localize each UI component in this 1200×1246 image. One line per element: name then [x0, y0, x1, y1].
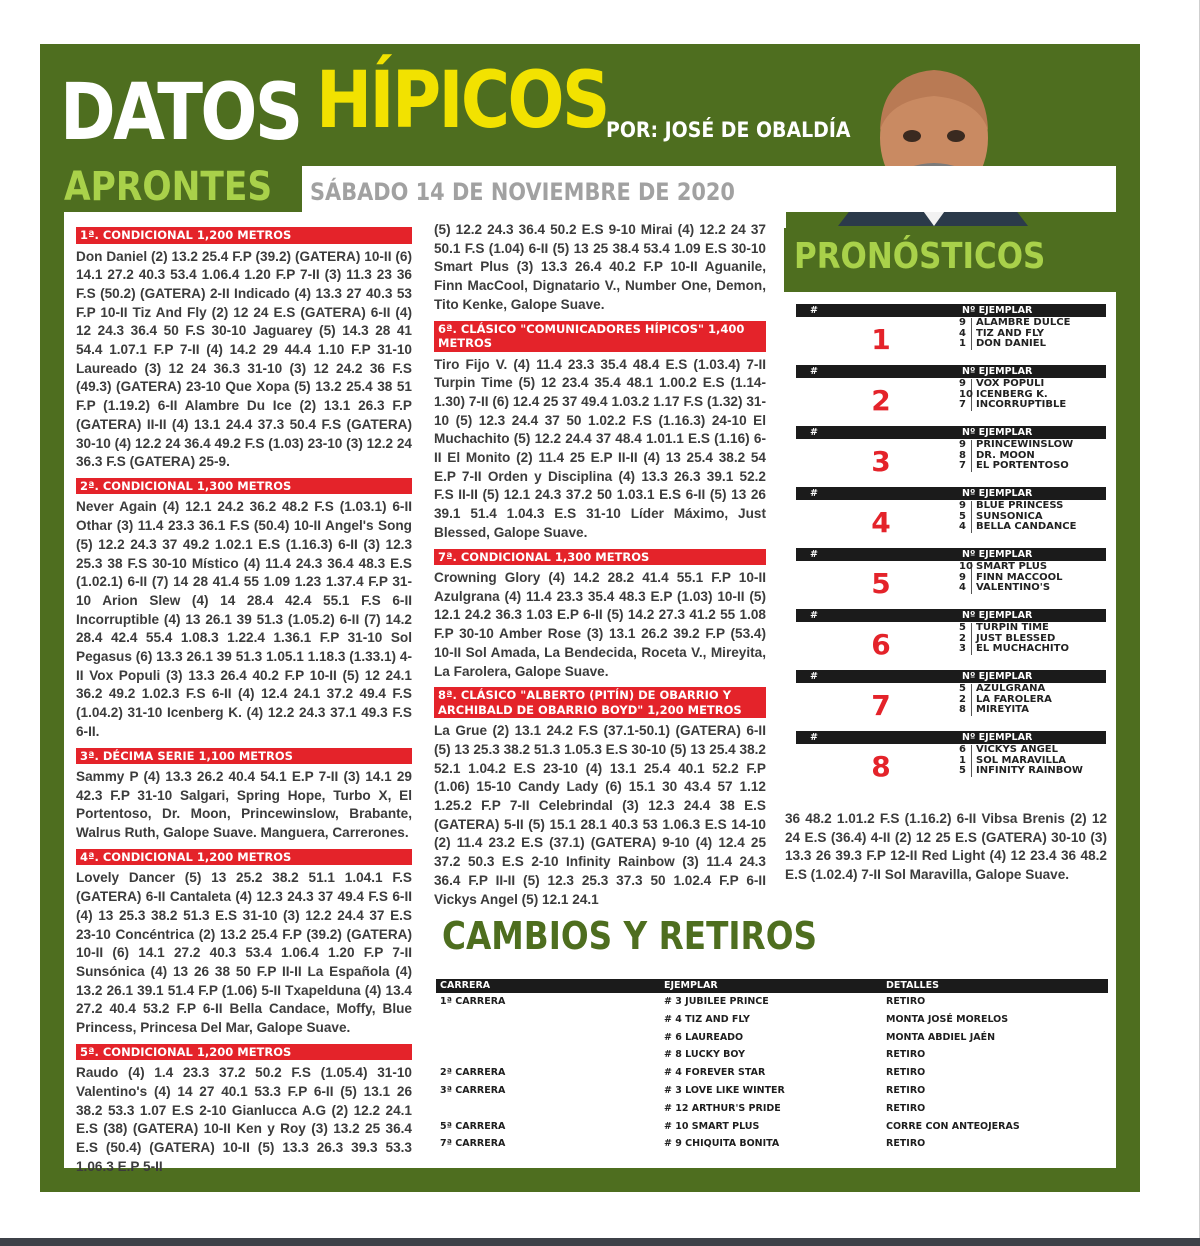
- hash-label: #: [810, 671, 818, 682]
- ejemplar-cell: # 6 LAUREADO: [664, 1031, 744, 1043]
- pronostico-race-7: [796, 670, 1106, 728]
- cambios-rows: [436, 993, 1108, 1153]
- pronosticos-title: PRONÓSTICOS: [794, 236, 1046, 277]
- picks: [959, 379, 1066, 411]
- race-2-heading: 2ª. CONDICIONAL 1,300 METROS: [76, 478, 412, 495]
- pronostico-race-8: [796, 731, 1106, 789]
- pick-number: 3: [959, 644, 972, 655]
- race-8-heading: 8ª. CLÁSICO "ALBERTO (PITÍN) DE OBARRIO Y ARCHIBALD DE OBARRIO BOYD" 1,200 METROS: [434, 687, 766, 718]
- pick-number: 5: [959, 623, 972, 634]
- cambios-title: CAMBIOS Y RETIROS: [442, 914, 818, 958]
- pick-number: 5: [959, 766, 972, 777]
- section-aprontes: APRONTES: [64, 164, 273, 210]
- pick-number: 1: [959, 756, 972, 767]
- ejemplar-label: Nº EJEMPLAR: [962, 549, 1033, 560]
- race-5-heading: 5ª. CONDICIONAL 1,200 METROS: [76, 1044, 412, 1061]
- detalles-cell: RETIRO: [886, 1067, 926, 1079]
- carrera-cell: 5ª CARRERA: [440, 1120, 506, 1132]
- pick-number: 7: [959, 400, 972, 411]
- ejemplar-cell: # 4 FOREVER STAR: [664, 1067, 766, 1079]
- pick-row: [959, 522, 1076, 533]
- pronostico-header-bar: [796, 670, 1106, 683]
- pick-number: 8: [959, 451, 972, 462]
- pronostico-header-bar: [796, 731, 1106, 744]
- byline: POR: JOSÉ DE OBALDÍA: [606, 118, 851, 142]
- pick-number: 7: [959, 461, 972, 472]
- race-6-heading: 6ª. CLÁSICO "COMUNICADORES HÍPICOS" 1,400 METROS: [434, 321, 766, 352]
- ejemplar-cell: # 8 LUCKY BOY: [664, 1049, 745, 1061]
- pronostico-race-3: [796, 426, 1106, 484]
- detalles-cell: CORRE CON ANTEOJERAS: [886, 1120, 1020, 1132]
- pick-name: BELLA CANDANCE: [976, 521, 1077, 532]
- races-column-1: [76, 227, 412, 1176]
- pick-number: 2: [959, 695, 972, 706]
- detalles-cell: RETIRO: [886, 1138, 926, 1150]
- races-column-3: [785, 810, 1107, 885]
- pick-number: 9: [959, 318, 972, 329]
- title-datos: DATOS: [60, 68, 301, 158]
- hash-label: #: [810, 427, 818, 438]
- hash-label: #: [810, 305, 818, 316]
- race-8-text: La Grue (2) 13.1 24.2 F.S (37.1-50.1) (GATERA) 6-II (5) 13 25.3 38.2 51.3 1.05.3 E.S 30-10 (5) 13 25.4 38.2 52.1 1.04.2 E.S 23-10 (4) 13.1 25.4 40.1 52.2 F.P (1.06) 15-10 Candy Lady (6) 15.1 30 43.4 57 1.12 1.25.2 F.P 7-II Celebrindal (3) 12.3 24.4 38 E.S (GATERA) 5-II (5) 15.1 28.1 40.3 53 1.06.3 E.S 14-10 (2) 11.4 23.2 E.S (37.1) (GATERA) 9-10 (4) 12.4 25 37.2 50.3 E.S 2-10 Infinity Rainbow (3) 11.4 24.3 36.4 F.P II-II (5) 12.3 25.3 37.3 50 1.02.4 F.P 6-II Vickys Angel (5) 12.1 24.1: [434, 723, 766, 907]
- ejemplar-label: Nº EJEMPLAR: [962, 366, 1033, 377]
- pick-number: 4: [959, 522, 972, 533]
- carrera-cell: 3ª CARRERA: [440, 1084, 506, 1096]
- pick-name: AZULGRANA: [976, 683, 1046, 694]
- pick-number: 5: [959, 684, 972, 695]
- detalles-cell: MONTA ABDIEL JAÉN: [886, 1031, 996, 1043]
- pick-name: FINN MACCOOL: [976, 571, 1063, 583]
- ejemplar-label: Nº EJEMPLAR: [962, 610, 1033, 621]
- ejemplar-cell: # 12 ARTHUR'S PRIDE: [664, 1102, 781, 1114]
- picks: [959, 501, 1076, 533]
- race-number: 7: [871, 689, 891, 722]
- hash-label: #: [810, 488, 818, 499]
- picks: [959, 684, 1052, 716]
- race-number: 5: [871, 567, 891, 600]
- race-7-text: Crowning Glory (4) 14.2 28.2 41.4 55.1 F.P 10-II Azulgrana (4) 11.4 23.3 35.4 48.3 E.P (1.03) 10-II (5) 12.1 24.2 36.3 1.03 E.P 6-II (5) 14.2 27.3 41.2 55 1.08 F.P 30-10 Amber Rose (3) 13.1 26.2 39.2 F.P (53.4) 10-II Sol Amada, La Bendecida, Roceta V., Mireyita, La Farolera, Galope Suave.: [434, 570, 766, 679]
- header-detalles: DETALLES: [886, 980, 939, 991]
- pick-name: SMART PLUS: [976, 561, 1048, 572]
- pick-number: 1: [959, 339, 972, 350]
- pick-name: LA FAROLERA: [976, 693, 1052, 705]
- table-row: [436, 1064, 1108, 1082]
- date-text: SÁBADO 14 DE NOVIEMBRE DE 2020: [310, 178, 735, 206]
- ejemplar-cell: # 3 LOVE LIKE WINTER: [664, 1084, 785, 1096]
- pick-name: JUST BLESSED: [976, 632, 1056, 644]
- race-2-text: Never Again (4) 12.1 24.2 36.2 48.2 F.S (1.03.1) 6-II Othar (3) 11.4 23.3 36.1 F.S (50.4) 10-II Angel's Song (5) 12.2 24.3 37 49.2 1.02.1 E.S (1.16.3) 6-II (3) 12.3 25.3 38 F.S 30-10 Místico (4) 11.4 24.3 36.4 48.3 E.S (1.02.1) 6-II (7) 14 28 41.4 55 1.09 1.23 1.37.4 F.P 31-10 Arion Slew (4) 14 28.4 42.4 55.1 F.S 6-II Incorruptible (4) 13 26.1 39 51.3 (1.05.2) 6-II (7) 14.2 28.4 42.4 55.4 1.08.3 1.22.4 1.36.1 F.P 31-10 Sol Pegasus (6) 13.3 26.1 39 51.3 1.05.1 1.18.3 (1.33.1) 4-II Vox Populi (3) 13.3 26.4 40.2 F.P 10-II (5) 12 24.1 36.2 49.2 1.02.3 F.S 6-II (4) 12.4 24.1 37.2 49.4 F.S (1.04.2) 31-10 Icenberg K. (4) 12.2 24.3 37.1 49.3 F.S 6-II.: [76, 499, 412, 739]
- race-number: 4: [871, 506, 891, 539]
- race-4-text: Lovely Dancer (5) 13 25.2 38.2 51.1 1.04.1 F.S (GATERA) 6-II Cantaleta (4) 12.3 24.3 37 49.4 F.S 6-II (4) 13 25.3 38.2 51.3 E.S 31-10 (3) 12.2 24.4 37 E.S 23-10 Concéntrica (2) 13.2 25.4 F.P (39.2) (GATERA) 10-II (6) 14.1 27.2 40.3 53.4 1.06.4 1.20 F.P 7-II Sunsónica (4) 13 26 38 50 F.P II-II La Española (4) 13.2 26.1 39.1 51.4 F.P (1.06) 5-II Txapelduna (4) 13.4 27.2 40.4 53.2 F.P 6-II Bella Candace, Moffy, Blue Princess, Princesa Del Mar, Galope Suave.: [76, 870, 412, 1036]
- race-7-heading: 7ª. CONDICIONAL 1,300 METROS: [434, 549, 766, 566]
- detalles-cell: RETIRO: [886, 1084, 926, 1096]
- pick-name: INFINITY RAINBOW: [976, 765, 1083, 776]
- pronostico-header-bar: [796, 304, 1106, 317]
- race-6-text: Tiro Fijo V. (4) 11.4 23.3 35.4 48.4 E.S (1.03.4) 7-II Turpin Time (5) 12 23.4 35.4 48.1 1.00.2 E.S (1.14-1.30) 7-II (6) 12.4 25 37 49.4 1.03.2 1.17 F.S (1.32) 31-10 (5) 12.3 24.4 37 50 1.02.2 F.S (1.16.3) 24-10 El Muchachito (5) 12.2 24.4 37 48.4 1.01.1 E.S (1.16) 6-II El Monito (2) 11.4 25 E.P II-II (4) 13 25.4 38.2 54 E.P 7-II Orden y Disciplina (4) 13.3 26.3 39.1 52.2 F.S II-II (5) 12.1 24.3 37.2 50 1.03.1 E.S 6-II (5) 13 26 39.1 51.4 1.04.3 E.S 31-10 Líder Máximo, Just Blessed, Galope Suave.: [434, 356, 766, 540]
- pick-name: ICENBERG K.: [976, 388, 1048, 400]
- pick-name: SOL MARAVILLA: [976, 754, 1066, 766]
- pick-number: 5: [959, 512, 972, 523]
- pronostico-race-6: [796, 609, 1106, 667]
- bottom-bar: [0, 1238, 1200, 1246]
- cambios-header-row: [436, 979, 1108, 993]
- carrera-cell: 1ª CARRERA: [440, 996, 506, 1007]
- table-row: [436, 1135, 1108, 1153]
- pick-name: ALAMBRE DULCE: [976, 317, 1071, 328]
- hash-label: #: [810, 549, 818, 560]
- picks: [959, 440, 1073, 472]
- pick-number: 4: [959, 329, 972, 340]
- pick-row: [959, 644, 1069, 655]
- detalles-cell: RETIRO: [886, 996, 926, 1007]
- pick-number: 9: [959, 573, 972, 584]
- pick-row: [959, 400, 1066, 411]
- pick-number: 8: [959, 705, 972, 716]
- pick-row: [959, 766, 1083, 777]
- pronostico-race-5: [796, 548, 1106, 606]
- pick-name: DON DANIEL: [976, 338, 1046, 349]
- detalles-cell: RETIRO: [886, 1049, 926, 1061]
- hash-label: #: [810, 610, 818, 621]
- ejemplar-label: Nº EJEMPLAR: [962, 305, 1033, 316]
- pick-name: EL PORTENTOSO: [976, 460, 1069, 471]
- pick-name: VOX POPULI: [976, 378, 1045, 389]
- race-number: 3: [871, 445, 891, 478]
- pick-name: DR. MOON: [976, 449, 1035, 461]
- race-3-text: Sammy P (4) 13.3 26.2 40.4 54.1 E.P 7-II (3) 14.1 29 42.3 F.P 31-10 Salgari, Spring Hope, Turbo X, El Portentoso, Dr. Moon, Princewinslow, Brabante, Walrus Ruth, Galope Suave. Manguera, Carrerones.: [76, 769, 412, 841]
- pronostico-header-bar: [796, 487, 1106, 500]
- pick-number: 6: [959, 745, 972, 756]
- race-number: 2: [871, 384, 891, 417]
- pick-name: SUNSONICA: [976, 510, 1043, 522]
- races-column-2: [434, 221, 766, 909]
- carrera-cell: 2ª CARRERA: [440, 1067, 506, 1079]
- cambios-table: [436, 979, 1108, 1153]
- table-row: [436, 993, 1108, 1011]
- pronostico-header-bar: [796, 365, 1106, 378]
- ejemplar-label: Nº EJEMPLAR: [962, 427, 1033, 438]
- table-row: [436, 1118, 1108, 1136]
- pick-number: 2: [959, 634, 972, 645]
- pick-name: TURPIN TIME: [976, 622, 1049, 633]
- pick-number: 10: [959, 388, 973, 400]
- ejemplar-cell: # 10 SMART PLUS: [664, 1120, 760, 1132]
- pick-name: VALENTINO'S: [976, 582, 1051, 593]
- table-row: [436, 1100, 1108, 1118]
- picks: [959, 318, 1070, 350]
- pick-name: BLUE PRINCESS: [976, 500, 1064, 511]
- carrera-cell: 7ª CARRERA: [440, 1138, 506, 1150]
- pick-name: EL MUCHACHITO: [976, 643, 1069, 654]
- ejemplar-cell: # 9 CHIQUITA BONITA: [664, 1138, 780, 1150]
- pick-name: PRINCEWINSLOW: [976, 439, 1074, 450]
- race-1-text: Don Daniel (2) 13.2 25.4 F.P (39.2) (GATERA) 10-II (6) 14.1 27.2 40.3 53.4 1.06.4 1.20 F.P 7-II (3) 11.3 23 36 F.S (50.2) (GATERA) 2-II Indicado (4) 13.3 27 40.3 53 F.P 10-II Tiz And Fly (2) 12 24 E.S (GATERA) 6-II (4) 12 24.3 36.4 50 F.S 30-10 Jaguarey (5) 14.3 28 41 54.4 1.07.1 F.P 7-II (4) 14.2 29 44.4 1.10 F.P 31-10 Laureado (3) 12 24 36.3 31-10 (3) 12 24.2 36 F.S (49.3) (GATERA) 23-10 Que Xopa (5) 13.2 25.4 38 51 F.P (1.19.2) 6-II Alambre Du Ice (2) 13.1 26.3 F.P (GATERA) II-II (4) 13.1 24.4 37.3 50.4 F.S (GATERA) 30-10 (4) 12.2 24 36.4 49.2 F.S (1.03) 23-10 (3) 12.2 24 36.3 F.S (GATERA) 25-9.: [76, 248, 412, 470]
- pick-row: [959, 583, 1063, 594]
- race-number: 6: [871, 628, 891, 661]
- race-8-continued-text: 36 48.2 1.01.2 F.S (1.16.2) 6-II Vibsa Brenis (2) 12 24 E.S (36.4) 4-II (2) 12 25 E.S (GATERA) 30-10 (3) 13.3 26 39.3 F.P 12-II Red Light (4) 12 23.4 36 48.2 E.S (1.02.4) 7-II Sol Maravilla, Galope Suave.: [785, 811, 1107, 883]
- pronostico-header-bar: [796, 548, 1106, 561]
- masthead: [60, 62, 340, 158]
- pick-row: [959, 461, 1073, 472]
- pick-number: 9: [959, 501, 972, 512]
- race-4-heading: 4ª. CONDICIONAL 1,200 METROS: [76, 849, 412, 866]
- pronostico-race-1: [796, 304, 1106, 362]
- pronostico-race-4: [796, 487, 1106, 545]
- pick-row: [959, 339, 1070, 350]
- race-5-text: Raudo (4) 1.4 23.3 37.2 50.2 F.S (1.05.4) 31-10 Valentino's (4) 14 27 40.1 53.3 F.P 6-II (5) 13.1 26 38.2 53.3 1.07 E.S 2-10 Gianlucca A.G (2) 12.2 24.1 E.S (38) (GATERA) 10-II Ken y Roy (3) 13.2 25 36.4 E.S (50.4) (GATERA) 10-II (5) 13.3 26.3 39.3 53.3 1.06.3 E.P 5-II: [76, 1065, 412, 1174]
- detalles-cell: RETIRO: [886, 1102, 926, 1114]
- title-hipicos: HÍPICOS: [316, 56, 608, 146]
- pronostico-race-2: [796, 365, 1106, 423]
- pick-name: MIREYITA: [976, 704, 1029, 715]
- pronostico-header-bar: [796, 609, 1106, 622]
- table-row: [436, 1029, 1108, 1047]
- pick-name: INCORRUPTIBLE: [976, 399, 1067, 410]
- pick-row: [959, 705, 1052, 716]
- pronostico-header-bar: [796, 426, 1106, 439]
- pick-number: 4: [959, 583, 972, 594]
- pick-number: 10: [959, 561, 973, 572]
- table-row: [436, 1046, 1108, 1064]
- hash-label: #: [810, 732, 818, 743]
- race-number: 8: [871, 750, 891, 783]
- picks: [959, 562, 1063, 594]
- header-ejemplar: EJEMPLAR: [664, 980, 718, 991]
- race-number: 1: [871, 323, 891, 356]
- ejemplar-label: Nº EJEMPLAR: [962, 732, 1033, 743]
- table-row: [436, 1011, 1108, 1029]
- ejemplar-label: Nº EJEMPLAR: [962, 488, 1033, 499]
- header-carrera: CARRERA: [440, 980, 491, 991]
- race-3-heading: 3ª. DÉCIMA SERIE 1,100 METROS: [76, 748, 412, 765]
- table-row: [436, 1082, 1108, 1100]
- pick-number: 9: [959, 440, 972, 451]
- ejemplar-label: Nº EJEMPLAR: [962, 671, 1033, 682]
- pick-name: TIZ AND FLY: [976, 327, 1045, 339]
- ejemplar-cell: # 3 JUBILEE PRINCE: [664, 996, 769, 1007]
- picks: [959, 623, 1069, 655]
- detalles-cell: MONTA JOSÉ MORELOS: [886, 1013, 1009, 1025]
- ejemplar-cell: # 4 TIZ AND FLY: [664, 1013, 750, 1025]
- picks: [959, 745, 1083, 777]
- race-1-heading: 1ª. CONDICIONAL 1,200 METROS: [76, 227, 412, 244]
- race-5-continued-text: (5) 12.2 24.3 36.4 50.2 E.S 9-10 Mirai (4) 12.2 24 37 50.1 F.S (1.04) 6-II (5) 13 25 38.4 53.4 1.09 E.S 30-10 Smart Plus (3) 13.3 26.4 40.2 F.P 10-II Aguanile, Finn MacCool, Dignatario V., Number One, Demon, Tito Kenke, Galope Suave.: [434, 222, 766, 312]
- pick-number: 9: [959, 379, 972, 390]
- hash-label: #: [810, 366, 818, 377]
- pick-name: VICKYS ANGEL: [976, 744, 1058, 755]
